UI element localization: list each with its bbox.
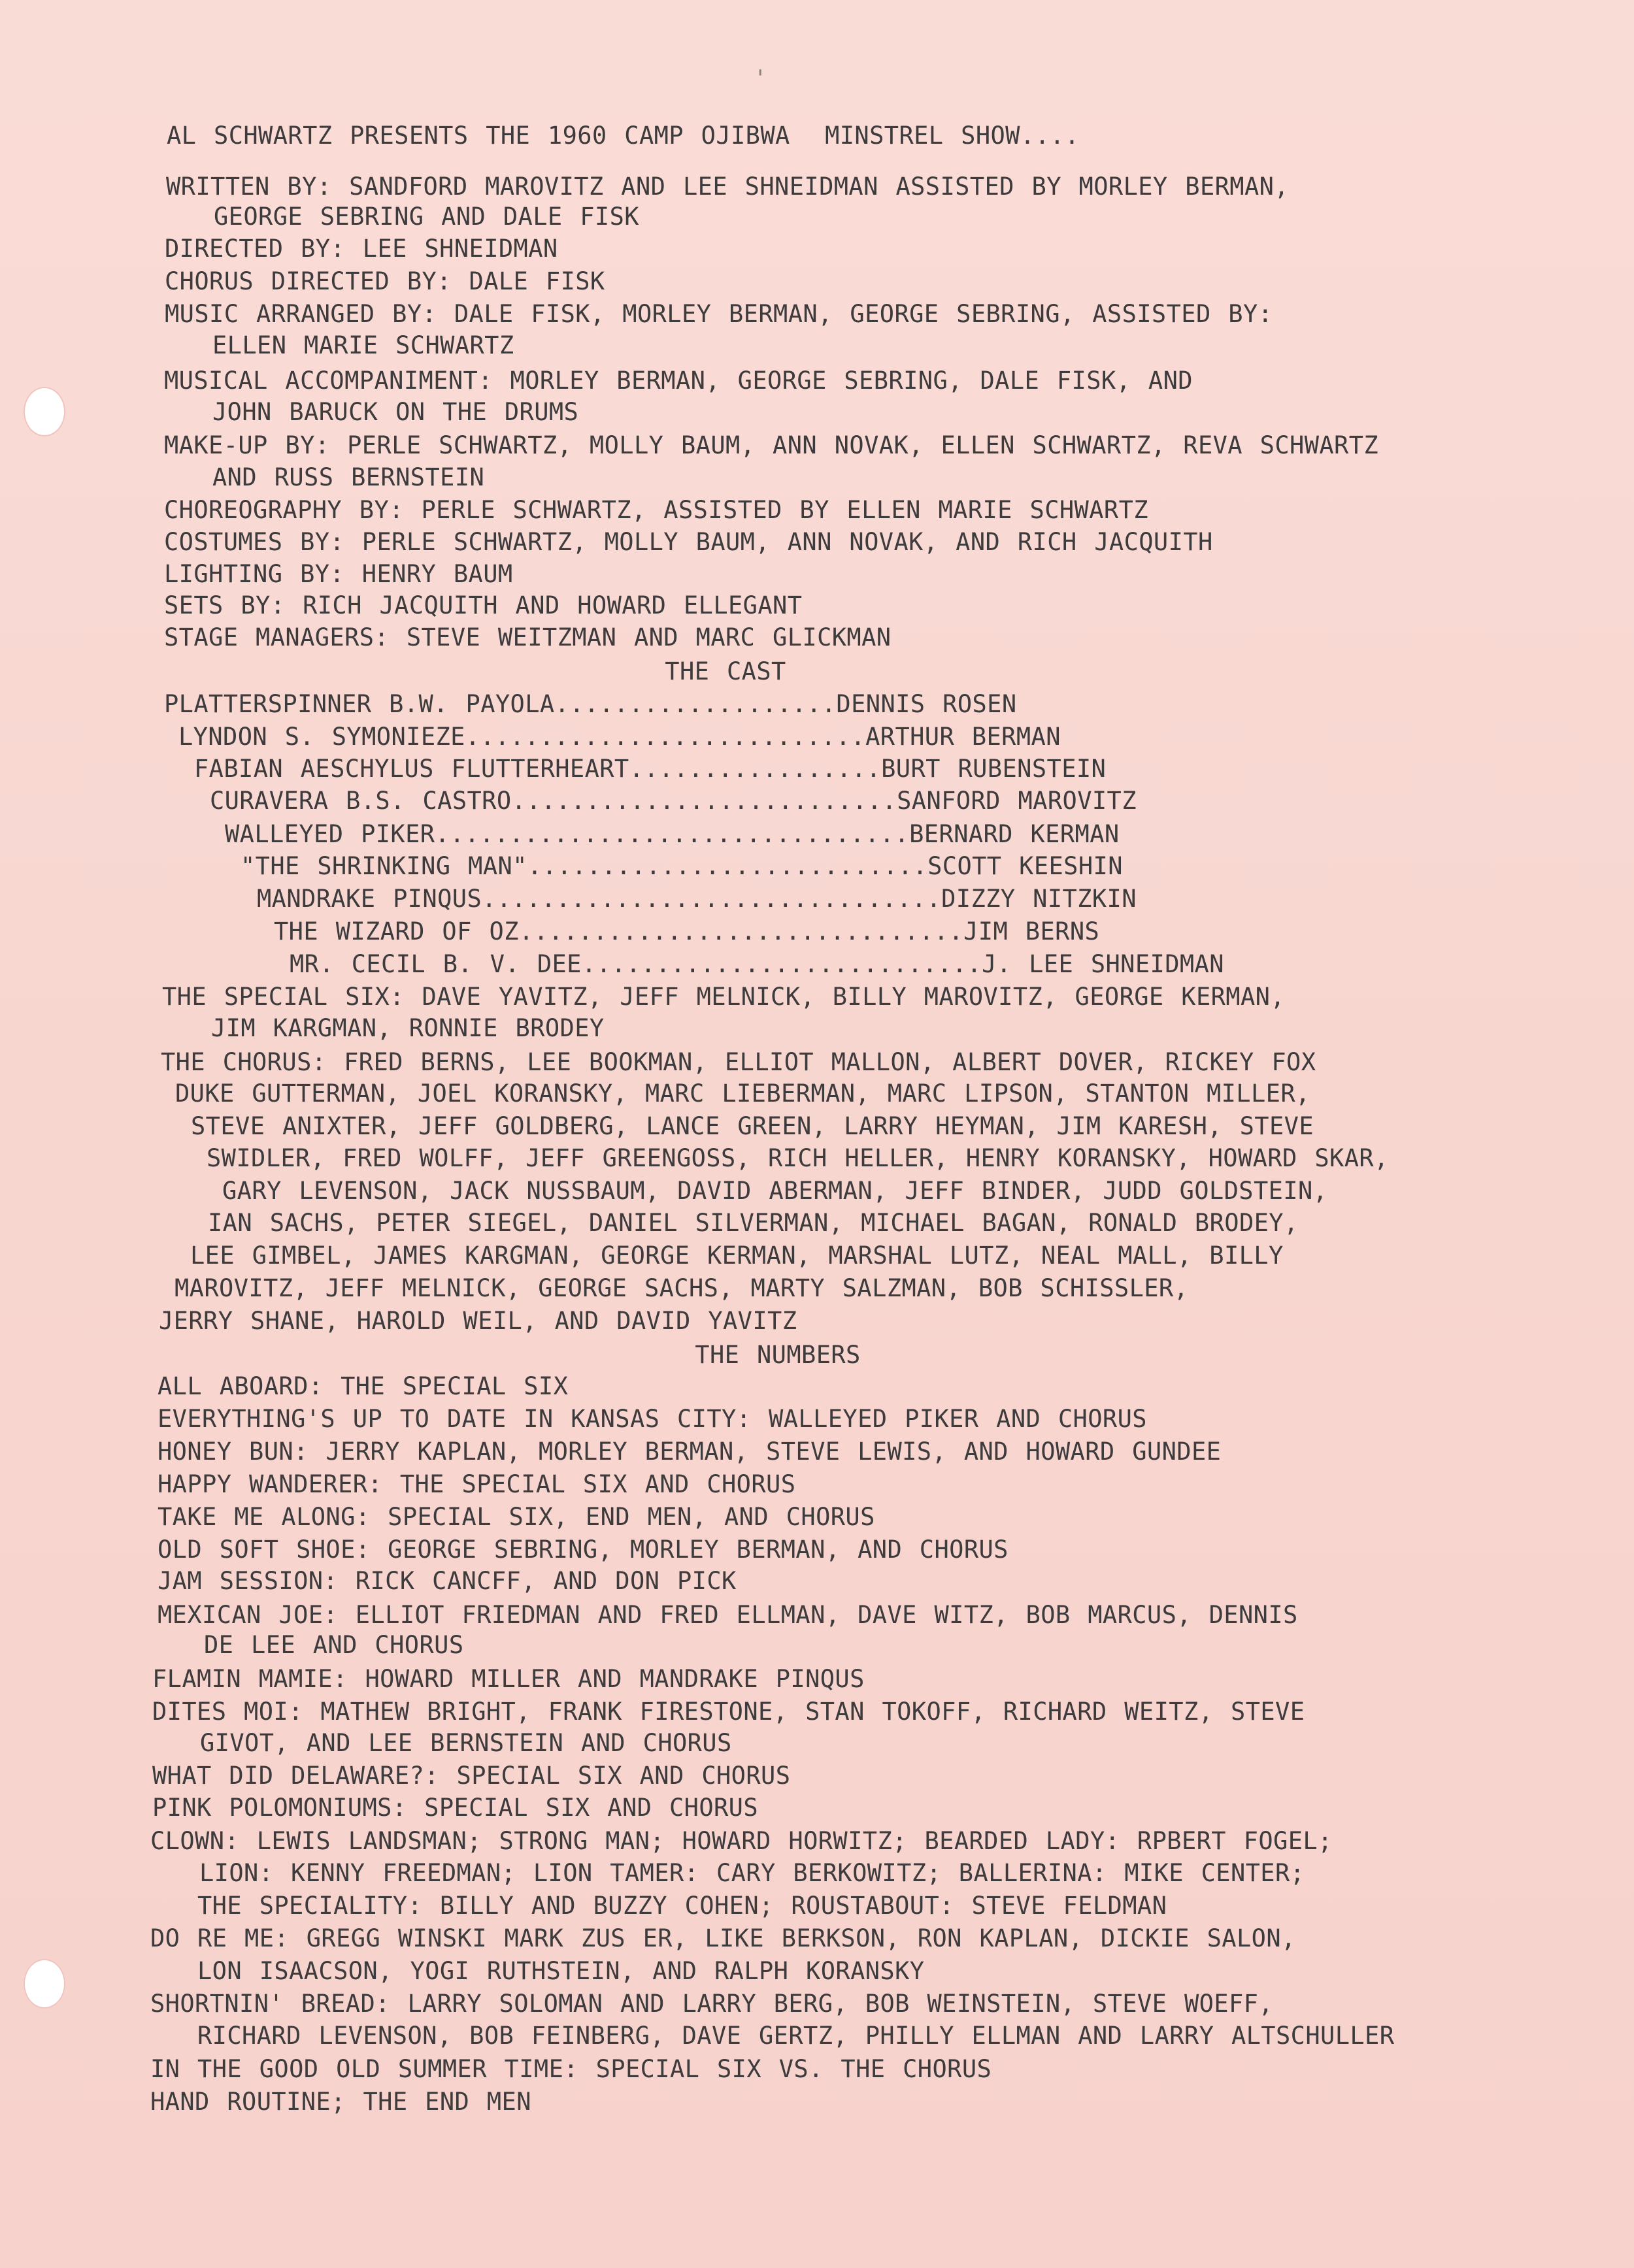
chorus-line: SWIDLER, FRED WOLFF, JEFF GREENGOSS, RICH HELLER, HENRY KORANSKY, HOWARD SKAR, <box>207 1144 1389 1172</box>
credit-line: GEORGE SEBRING AND DALE FISK <box>214 203 639 231</box>
number-line: IN THE GOOD OLD SUMMER TIME: SPECIAL SIX VS. THE CHORUS <box>150 2055 992 2083</box>
typewriter-mark: ' <box>754 65 767 91</box>
credit-line: WRITTEN BY: SANDFORD MAROVITZ AND LEE SHNEIDMAN ASSISTED BY MORLEY BERMAN, <box>166 173 1290 201</box>
credit-line: COSTUMES BY: PERLE SCHWARTZ, MOLLY BAUM, ANN NOVAK, AND RICH JACQUITH <box>164 528 1213 556</box>
numbers-heading: THE NUMBERS <box>695 1341 861 1369</box>
program-header: AL SCHWARTZ PRESENTS THE 1960 CAMP OJIBWA MINSTREL SHOW.... <box>167 122 1080 150</box>
credit-line: JOHN BARUCK ON THE DRUMS <box>212 398 579 426</box>
credit-line: AND RUSS BERNSTEIN <box>212 463 485 491</box>
number-line: GIVOT, AND LEE BERNSTEIN AND CHORUS <box>200 1729 732 1757</box>
number-line: PINK POLOMONIUMS: SPECIAL SIX AND CHORUS <box>152 1794 759 1822</box>
number-line: HAPPY WANDERER: THE SPECIAL SIX AND CHORUS <box>158 1470 796 1498</box>
number-line: THE SPECIALITY: BILLY AND BUZZY COHEN; ROUSTABOUT: STEVE FELDMAN <box>197 1892 1167 1920</box>
number-line: TAKE ME ALONG: SPECIAL SIX, END MEN, AND CHORUS <box>158 1503 875 1531</box>
number-line: DITES MOI: MATHEW BRIGHT, FRANK FIRESTONE, STAN TOKOFF, RICHARD WEITZ, STEVE <box>152 1698 1305 1726</box>
cast-line: MR. CECIL B. V. DEE...........................J. LEE SHNEIDMAN <box>290 950 1224 978</box>
number-line: HONEY BUN: JERRY KAPLAN, MORLEY BERMAN, STEVE LEWIS, AND HOWARD GUNDEE <box>158 1438 1222 1466</box>
chorus-line: MAROVITZ, JEFF MELNICK, GEORGE SACHS, MARTY SALZMAN, BOB SCHISSLER, <box>175 1274 1189 1302</box>
cast-line: MANDRAKE PINQUS...............................DIZZY NITZKIN <box>257 885 1137 913</box>
credit-line: CHORUS DIRECTED BY: DALE FISK <box>165 267 605 295</box>
credit-line: MAKE-UP BY: PERLE SCHWARTZ, MOLLY BAUM, ANN NOVAK, ELLEN SCHWARTZ, REVA SCHWARTZ <box>164 431 1379 459</box>
chorus-line: IAN SACHS, PETER SIEGEL, DANIEL SILVERMAN, MICHAEL BAGAN, RONALD BRODEY, <box>208 1209 1299 1237</box>
number-line: DO RE ME: GREGG WINSKI MARK ZUS ER, LIKE BERKSON, RON KAPLAN, DICKIE SALON, <box>150 1924 1296 1952</box>
chorus-line: THE CHORUS: FRED BERNS, LEE BOOKMAN, ELLIOT MALLON, ALBERT DOVER, RICKEY FOX <box>161 1048 1316 1076</box>
cast-line: PLATTERSPINNER B.W. PAYOLA...................DENNIS ROSEN <box>164 690 1017 718</box>
chorus-line: JERRY SHANE, HAROLD WEIL, AND DAVID YAVITZ <box>159 1307 797 1335</box>
credit-line: MUSIC ARRANGED BY: DALE FISK, MORLEY BERMAN, GEORGE SEBRING, ASSISTED BY: <box>165 300 1273 328</box>
credit-line: DIRECTED BY: LEE SHNEIDMAN <box>165 235 558 263</box>
cast-heading: THE CAST <box>665 657 786 685</box>
cast-line: FABIAN AESCHYLUS FLUTTERHEART.................BURT RUBENSTEIN <box>194 755 1107 783</box>
number-line: FLAMIN MAMIE: HOWARD MILLER AND MANDRAKE PINQUS <box>152 1665 865 1693</box>
number-line: EVERYTHING'S UP TO DATE IN KANSAS CITY: WALLEYED PIKER AND CHORUS <box>158 1405 1147 1433</box>
special-six-line: THE SPECIAL SIX: DAVE YAVITZ, JEFF MELNICK, BILLY MAROVITZ, GEORGE KERMAN, <box>162 983 1286 1011</box>
number-line: MEXICAN JOE: ELLIOT FRIEDMAN AND FRED ELLMAN, DAVE WITZ, BOB MARCUS, DENNIS <box>158 1601 1298 1629</box>
chorus-line: LEE GIMBEL, JAMES KARGMAN, GEORGE KERMAN, MARSHAL LUTZ, NEAL MALL, BILLY <box>190 1241 1284 1270</box>
credit-line: SETS BY: RICH JACQUITH AND HOWARD ELLEGANT <box>164 591 803 619</box>
chorus-line: GARY LEVENSON, JACK NUSSBAUM, DAVID ABERMAN, JEFF BINDER, JUDD GOLDSTEIN, <box>222 1177 1328 1205</box>
number-line: OLD SOFT SHOE: GEORGE SEBRING, MORLEY BERMAN, AND CHORUS <box>158 1536 1009 1564</box>
number-line: WHAT DID DELAWARE?: SPECIAL SIX AND CHORUS <box>152 1762 791 1790</box>
punch-hole-top <box>24 387 65 436</box>
number-line: CLOWN: LEWIS LANDSMAN; STRONG MAN; HOWARD HORWITZ; BEARDED LADY: RPBERT FOGEL; <box>150 1827 1333 1855</box>
credit-line: LIGHTING BY: HENRY BAUM <box>164 560 513 588</box>
cast-line: THE WIZARD OF OZ..............................JIM BERNS <box>274 917 1100 945</box>
credit-line: MUSICAL ACCOMPANIMENT: MORLEY BERMAN, GEORGE SEBRING, DALE FISK, AND <box>164 367 1193 395</box>
number-line: HAND ROUTINE; THE END MEN <box>150 2088 531 2116</box>
credit-line: ELLEN MARIE SCHWARTZ <box>212 331 514 359</box>
number-line: JAM SESSION: RICK CANCFF, AND DON PICK <box>158 1567 737 1595</box>
number-line: DE LEE AND CHORUS <box>204 1631 464 1659</box>
credit-line: CHOREOGRAPHY BY: PERLE SCHWARTZ, ASSISTED BY ELLEN MARIE SCHWARTZ <box>164 496 1148 524</box>
cast-line: "THE SHRINKING MAN"...........................SCOTT KEESHIN <box>241 852 1123 880</box>
cast-line: CURAVERA B.S. CASTRO..........................SANFORD MAROVITZ <box>210 787 1137 815</box>
number-line: SHORTNIN' BREAD: LARRY SOLOMAN AND LARRY BERG, BOB WEINSTEIN, STEVE WOEFF, <box>150 1990 1274 2018</box>
number-line: LON ISAACSON, YOGI RUTHSTEIN, AND RALPH KORANSKY <box>197 1957 925 1985</box>
chorus-line: DUKE GUTTERMAN, JOEL KORANSKY, MARC LIEBERMAN, MARC LIPSON, STANTON MILLER, <box>175 1079 1310 1108</box>
special-six-line: JIM KARGMAN, RONNIE BRODEY <box>211 1014 605 1042</box>
number-line: LION: KENNY FREEDMAN; LION TAMER: CARY BERKOWITZ; BALLERINA: MIKE CENTER; <box>199 1859 1305 1887</box>
number-line: ALL ABOARD: THE SPECIAL SIX <box>158 1372 569 1400</box>
credit-line: STAGE MANAGERS: STEVE WEITZMAN AND MARC GLICKMAN <box>164 623 892 651</box>
cast-line: LYNDON S. SYMONIEZE...........................ARTHUR BERMAN <box>178 723 1061 751</box>
number-line: RICHARD LEVENSON, BOB FEINBERG, DAVE GERTZ, PHILLY ELLMAN AND LARRY ALTSCHULLER <box>197 2022 1395 2050</box>
chorus-line: STEVE ANIXTER, JEFF GOLDBERG, LANCE GREEN, LARRY HEYMAN, JIM KARESH, STEVE <box>191 1112 1314 1140</box>
punch-hole-bottom <box>24 1959 65 2009</box>
cast-line: WALLEYED PIKER................................BERNARD KERMAN <box>225 820 1120 848</box>
